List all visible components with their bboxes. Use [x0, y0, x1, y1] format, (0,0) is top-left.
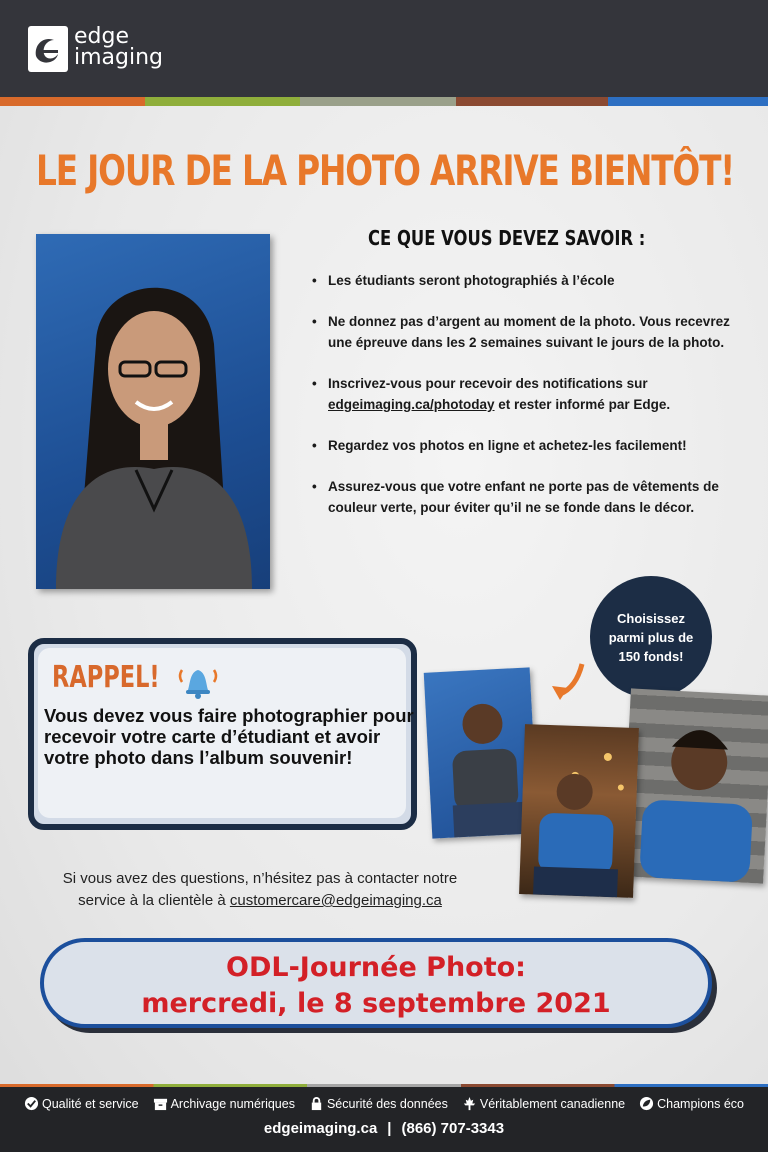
- curved-arrow-icon: [548, 660, 588, 706]
- bullet-text: Regardez vos photos en ligne et achetez-les facilement!: [328, 438, 687, 453]
- feature-label: Sécurité des données: [326, 1096, 448, 1111]
- phone-number: (866) 707-3343: [401, 1120, 505, 1137]
- bullet-text-pre: Inscrivez-vous pour recevoir des notifications sur: [328, 376, 648, 391]
- brand-name: [74, 26, 163, 68]
- feature-label: Archivage numériques: [170, 1096, 295, 1111]
- student-portrait: [36, 234, 270, 589]
- header-bar: [0, 0, 768, 97]
- bubble-text: Choisissez parmi plus de 150 fonds!: [608, 610, 694, 664]
- maple-leaf-icon: [462, 1096, 477, 1111]
- section-subtitle: CE QUE VOUS DEVEZ SAVOIR :: [368, 226, 646, 250]
- lock-icon: [309, 1096, 324, 1111]
- sample-photo-wood: [621, 688, 768, 883]
- feature-label: Qualité et service: [42, 1096, 139, 1111]
- feature-canadian: [462, 1096, 625, 1111]
- bullet-text-post: et rester informé par Edge.: [494, 397, 671, 412]
- footer-separator: |: [387, 1120, 392, 1137]
- footer-contact-line: [0, 1120, 768, 1137]
- list-item: [312, 476, 732, 518]
- event-title: ODL-Journée Photo:: [226, 952, 526, 983]
- archive-box-icon: [153, 1096, 168, 1111]
- email-link[interactable]: customercare@edgeimaging.ca: [229, 892, 442, 909]
- bullet-text: Assurez-vous que votre enfant ne porte pas de vêtements de couleur verte, pour éviter qu’il ne se fonde dans le décor.: [328, 479, 719, 515]
- bullet-text: Les étudiants seront photographiés à l’école: [328, 273, 615, 288]
- edge-logo-icon: [28, 26, 68, 72]
- check-badge-icon: [24, 1096, 39, 1111]
- feature-eco: [639, 1096, 744, 1111]
- contact-line-2-text: service à la clientèle à: [78, 892, 230, 909]
- stripe-orange: [0, 97, 145, 106]
- contact-text: [0, 868, 520, 912]
- backgrounds-bubble: [590, 576, 712, 698]
- bell-icon: [176, 660, 220, 700]
- list-item: [312, 373, 732, 415]
- feature-quality: [24, 1096, 139, 1111]
- feature-archive: [153, 1096, 295, 1111]
- sample-photo-library: [519, 724, 639, 898]
- bullet-text: Ne donnez pas d’argent au moment de la photo. Vous recevrez une épreuve dans les 2 semaines suivant le jours de la photo.: [328, 314, 730, 350]
- reminder-text: Vous devez vous faire photographier pour recevoir votre carte d’étudiant et avoir votre photo dans l’album souvenir!: [44, 705, 414, 768]
- event-date: mercredi, le 8 septembre 2021: [141, 988, 611, 1019]
- page-title: LE JOUR DE LA PHOTO ARRIVE BIENTÔT!: [36, 146, 735, 195]
- list-item: [312, 311, 732, 353]
- info-list: [312, 270, 732, 538]
- stripe-green: [145, 97, 300, 106]
- brand-line-1: edge: [74, 24, 129, 49]
- contact-line-2: [0, 890, 520, 912]
- list-item: [312, 270, 732, 291]
- leaf-circle-icon: [639, 1096, 654, 1111]
- feature-label: Véritablement canadienne: [479, 1096, 626, 1111]
- reminder-heading: RAPPEL!: [52, 660, 160, 695]
- footer-stripe: [0, 1084, 768, 1087]
- features-row: [0, 1096, 768, 1111]
- stripe-blue: [608, 97, 768, 106]
- contact-line-1: Si vous avez des questions, n’hésitez pas à contacter notre: [62, 870, 458, 887]
- footer-bar: [0, 1084, 768, 1152]
- brand-line-2: imaging: [74, 45, 164, 70]
- photoday-link[interactable]: edgeimaging.ca/photoday: [328, 397, 495, 412]
- list-item: [312, 435, 732, 456]
- website-link[interactable]: edgeimaging.ca: [263, 1120, 378, 1137]
- stripe-brown: [456, 97, 608, 106]
- feature-security: [309, 1096, 448, 1111]
- stripe-grey: [300, 97, 456, 106]
- feature-label: Champions éco: [657, 1096, 744, 1111]
